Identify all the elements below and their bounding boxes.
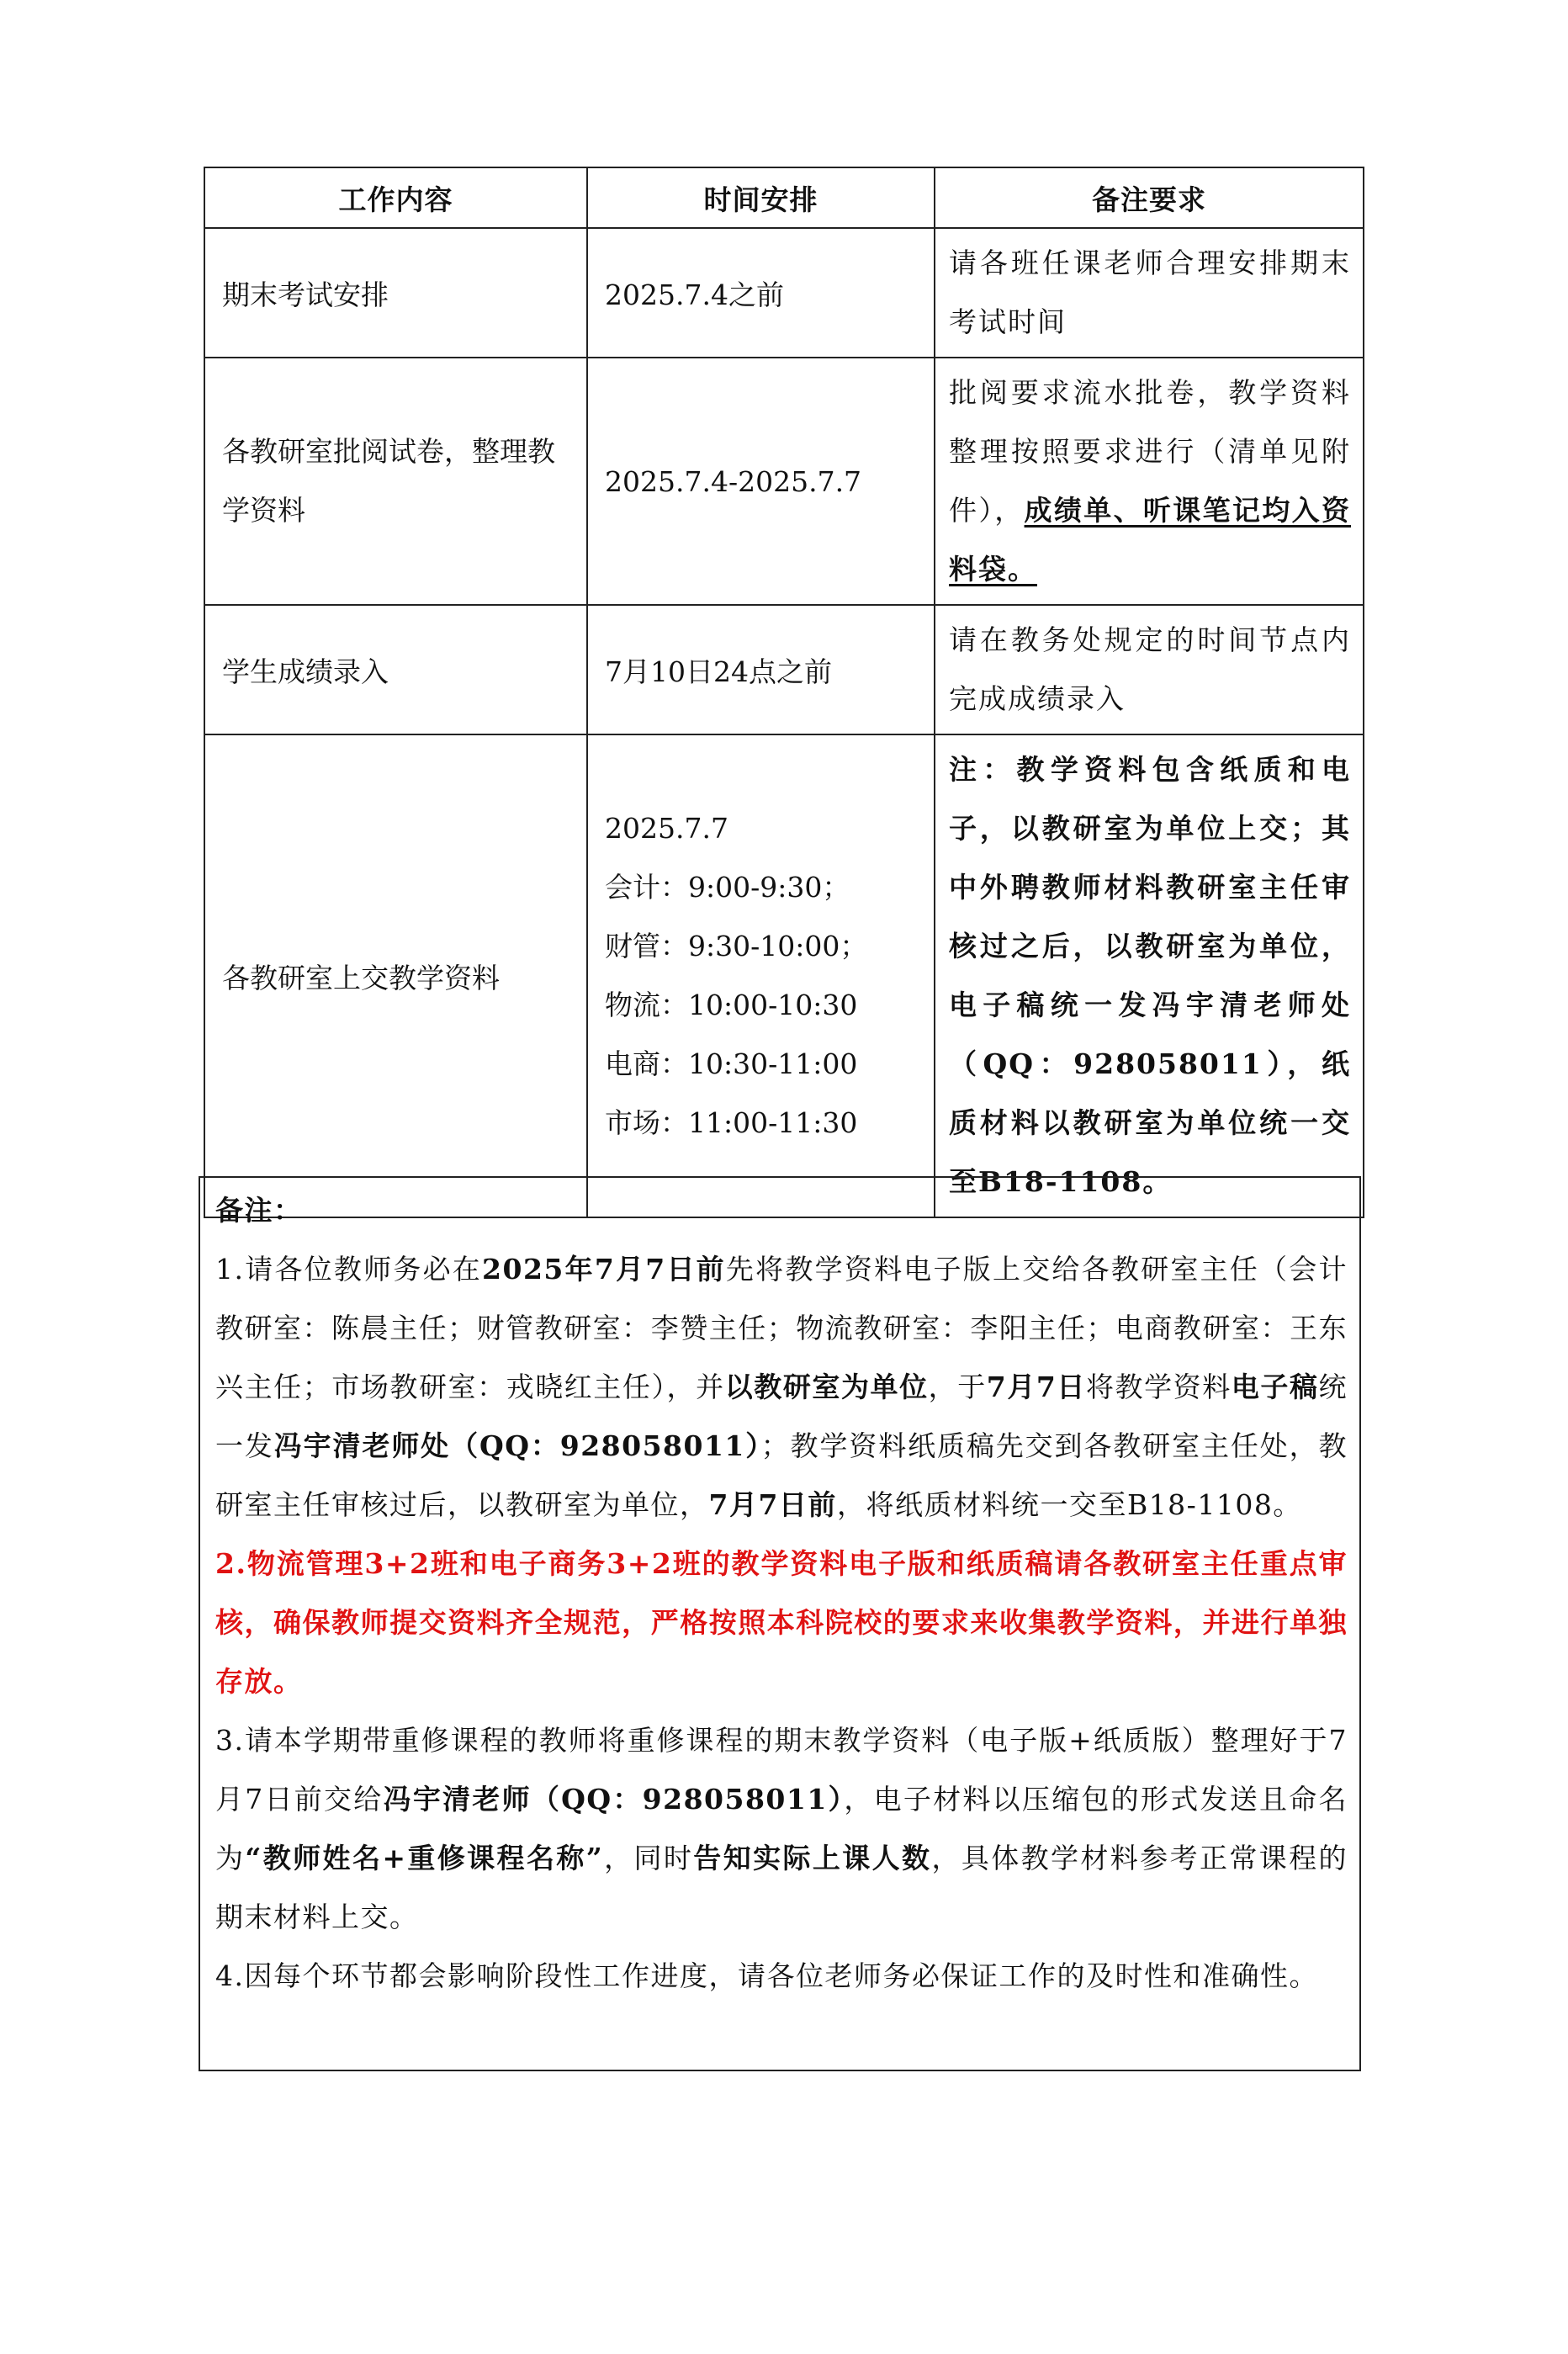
remark-text: ，于: [928, 1371, 987, 1403]
time-line: 会计：9:00-9:30；: [605, 871, 850, 904]
remarks-title: 备注：: [215, 1194, 303, 1227]
remark-text: ，具体教学材料参考正常课程的期末材料上交。: [215, 1842, 1348, 1933]
time-cell: [587, 734, 935, 1217]
remark-text: 3.请本学期带重修课程的教师将重修课程的期末教学资料（电子版+纸质版）整理好于7月7日前交给: [215, 1724, 1348, 1816]
remark-text: 先将教学资料电子版上交给各教研室主任（会计教研室：陈晨主任；财管教研室：李赞主任；物流教研室：李阳主任；电商教研室：王东兴主任；市场教研室：戎晓红主任），并: [215, 1253, 1348, 1403]
remark-emphasis: 冯宇清老师（QQ：928058011）: [383, 1783, 845, 1816]
remark-item-3: [215, 1711, 1348, 1947]
time-line: 物流：10:00-10:30: [605, 989, 858, 1021]
remark-text: 1.请各位教师务必在: [215, 1253, 483, 1286]
note-cell: 注：教学资料包含纸质和电子，以教研室为单位上交；其中外聘教师材料教研室主任审核过之后，以教研室为单位，电子稿统一发冯宇清老师处（QQ：928058011），纸质材料以教研室为单位统一交至B18-1108。: [935, 734, 1364, 1217]
table-row: [204, 605, 1364, 734]
task-cell: 各教研室批阅试卷，整理教学资料: [204, 358, 587, 605]
work-schedule-table: [204, 167, 1364, 1218]
task-cell: 各教研室上交教学资料: [204, 734, 587, 1217]
remark-emphasis: 告知实际上课人数: [693, 1842, 932, 1874]
task-cell: 学生成绩录入: [204, 605, 587, 734]
table-header-row: [204, 167, 1364, 228]
time-line: 2025.7.7: [605, 812, 728, 845]
remark-item-2: 2.物流管理3+2班和电子商务3+2班的教学资料电子版和纸质稿请各教研室主任重点审核，确保教师提交资料齐全规范，严格按照本科院校的要求来收集教学资料，并进行单独存放。: [215, 1547, 1348, 1698]
remark-emphasis: “教师姓名+重修课程名称”: [245, 1842, 604, 1874]
table-row: [204, 734, 1364, 1217]
time-cell: 2025.7.4之前: [587, 228, 935, 358]
time-line: 市场：11:00-11:30: [605, 1106, 858, 1139]
remark-text: ，电子材料以压缩包的形式发送且命名为: [215, 1783, 1348, 1874]
note-emphasis: 成绩单、听课笔记均入资料袋。: [949, 494, 1352, 586]
time-cell: 2025.7.4-2025.7.7: [587, 358, 935, 605]
remark-emphasis: 7月7日前: [708, 1488, 837, 1521]
note-text: 批阅要求流水批卷，教学资料整理按照要求进行（清单见附件），: [949, 376, 1351, 527]
remark-text: ；教学资料纸质稿先交到各教研室主任处，教研室主任审核过后，以教研室为单位，: [215, 1429, 1348, 1521]
table-row: [204, 228, 1364, 358]
remark-emphasis: 电子稿: [1231, 1371, 1319, 1403]
remark-emphasis: 7月7日: [986, 1371, 1086, 1403]
note-cell: 请各班任课老师合理安排期末考试时间: [935, 228, 1364, 358]
note-cell: [935, 358, 1364, 605]
note-cell: 请在教务处规定的时间节点内完成成绩录入: [935, 605, 1364, 734]
task-cell: 期末考试安排: [204, 228, 587, 358]
table-row: [204, 358, 1364, 605]
time-line: 财管：9:30-10:00；: [605, 930, 868, 962]
time-line: 电商：10:30-11:00: [605, 1047, 858, 1080]
remark-text: 统一发: [215, 1371, 1348, 1462]
time-cell: 7月10日24点之前: [587, 605, 935, 734]
remarks-box: [199, 1176, 1361, 2071]
remark-text: 将教学资料: [1085, 1371, 1232, 1403]
remark-emphasis: 以教研室为单位: [724, 1371, 929, 1403]
remark-item-4: 4.因每个环节都会影响阶段性工作进度，请各位老师务必保证工作的及时性和准确性。: [215, 1959, 1318, 1992]
remark-item-1: [215, 1240, 1348, 1535]
remark-text: ，同时: [603, 1842, 694, 1874]
header-task: 工作内容: [204, 167, 587, 228]
remark-emphasis: 冯宇清老师处（QQ：928058011）: [273, 1429, 761, 1462]
remark-text: ，将纸质材料统一交至B18-1108。: [836, 1488, 1302, 1521]
header-note: 备注要求: [935, 167, 1364, 228]
header-time: 时间安排: [587, 167, 935, 228]
remark-emphasis: 2025年7月7日前: [482, 1253, 726, 1286]
